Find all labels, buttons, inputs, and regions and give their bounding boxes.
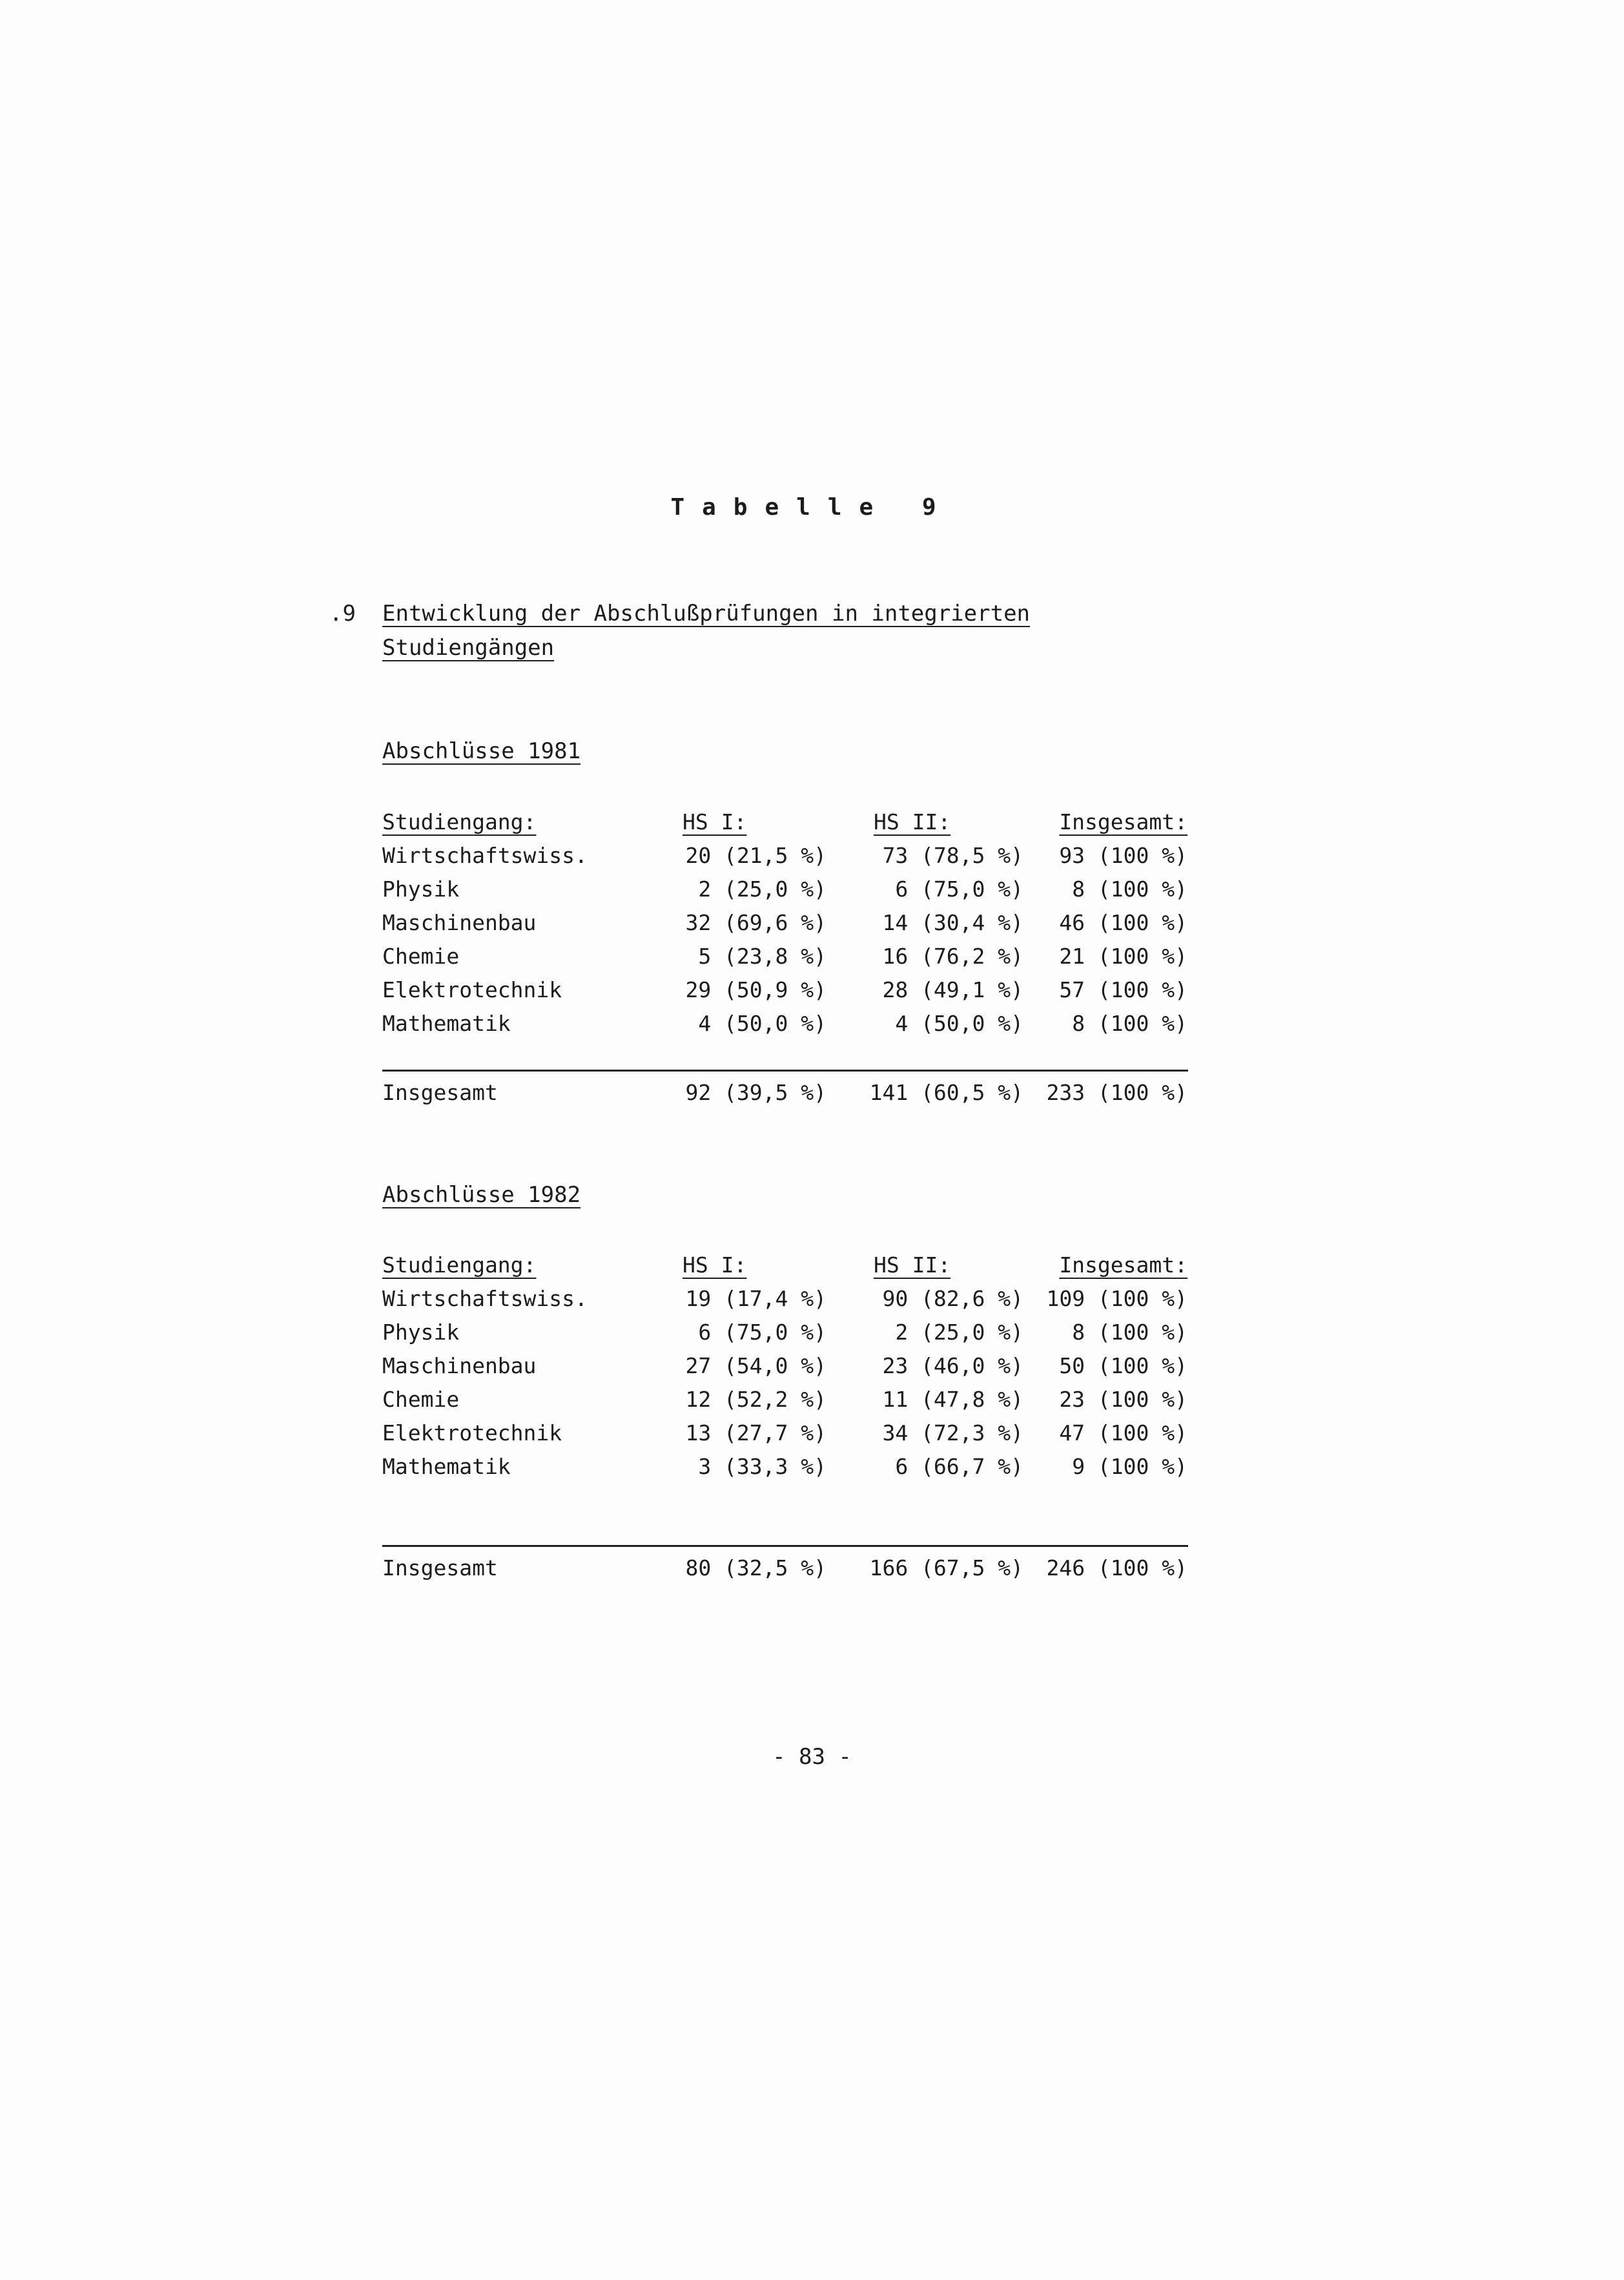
table-1982-divider [382,1545,1188,1547]
row-hs1: 27 (54,0 %) [685,1353,827,1378]
row-total: 46 (100 %) [1059,910,1187,935]
table-1981-divider [382,1070,1188,1072]
row-name: Mathematik [382,1454,511,1479]
row-total: 109 (100 %) [1046,1286,1187,1311]
row-total: 93 (100 %) [1059,843,1187,868]
table-row [0,839,1624,873]
row-total: 9 (100 %) [1072,1454,1187,1479]
total-row-hs1: 80 (32,5 %) [685,1555,827,1580]
row-hs1: 4 (50,0 %) [698,1011,827,1036]
table-1982-subtitle: Abschlüsse 1982 [382,1182,581,1208]
page-number: - 83 - [772,1744,852,1770]
total-row-name: Insgesamt [382,1080,498,1105]
total-row-hs1: 92 (39,5 %) [685,1080,827,1105]
table-row [0,1282,1624,1316]
total-row-total: 246 (100 %) [1046,1555,1187,1580]
table-row [0,973,1624,1007]
row-hs1: 13 (27,7 %) [685,1420,827,1446]
total-row-hs2: 141 (60,5 %) [869,1080,1023,1105]
row-hs1: 19 (17,4 %) [685,1286,827,1311]
row-hs2: 90 (82,6 %) [882,1286,1023,1311]
row-name: Chemie [382,1387,460,1412]
row-total: 50 (100 %) [1059,1353,1187,1378]
row-hs1: 29 (50,9 %) [685,977,827,1002]
column-header-insgesamt: Insgesamt: [1059,1252,1187,1278]
table-row [0,1450,1624,1484]
row-hs2: 14 (30,4 %) [882,910,1023,935]
row-total: 23 (100 %) [1059,1387,1187,1412]
table-row [0,906,1624,940]
row-name: Chemie [382,944,460,969]
row-name: Elektrotechnik [382,1420,562,1446]
page-title: Tabelle 9 [670,494,954,521]
row-hs2: 4 (50,0 %) [895,1011,1023,1036]
row-name: Mathematik [382,1011,511,1036]
column-header-studiengang: Studiengang: [382,809,537,834]
row-name: Physik [382,1320,460,1345]
row-total: 8 (100 %) [1072,1320,1187,1345]
row-total: 8 (100 %) [1072,1011,1187,1036]
row-hs2: 34 (72,3 %) [882,1420,1023,1446]
row-hs1: 3 (33,3 %) [698,1454,827,1479]
row-hs2: 73 (78,5 %) [882,843,1023,868]
row-hs1: 2 (25,0 %) [698,876,827,902]
row-hs2: 6 (75,0 %) [895,876,1023,902]
table-row [0,1416,1624,1450]
row-hs1: 5 (23,8 %) [698,944,827,969]
row-name: Maschinenbau [382,910,537,935]
table-row [0,1383,1624,1416]
section-heading-line-1: Entwicklung der Abschlußprüfungen in integrierten [382,601,1031,627]
column-header-hs2: HS II: [874,1252,951,1278]
row-hs2: 16 (76,2 %) [882,944,1023,969]
table-1981-total-row [0,1076,1624,1110]
row-name: Wirtschaftswiss. [382,1286,588,1311]
table-1981-header-row [0,805,1624,839]
table-1982-header-row [0,1249,1624,1282]
row-hs2: 6 (66,7 %) [895,1454,1023,1479]
total-row-total: 233 (100 %) [1046,1080,1187,1105]
row-hs1: 20 (21,5 %) [685,843,827,868]
row-name: Maschinenbau [382,1353,537,1378]
table-row [0,940,1624,973]
row-name: Physik [382,876,460,902]
table-1982-total-row [0,1551,1624,1585]
column-header-studiengang: Studiengang: [382,1252,537,1278]
row-total: 47 (100 %) [1059,1420,1187,1446]
table-1981-subtitle: Abschlüsse 1981 [382,738,581,764]
column-header-hs1: HS I: [683,1252,747,1278]
table-row [0,873,1624,906]
section-heading-line-2: Studiengängen [382,635,555,661]
column-header-insgesamt: Insgesamt: [1059,809,1187,834]
table-row [0,1316,1624,1349]
total-row-name: Insgesamt [382,1555,498,1580]
row-total: 57 (100 %) [1059,977,1187,1002]
row-total: 21 (100 %) [1059,944,1187,969]
row-hs1: 32 (69,6 %) [685,910,827,935]
total-row-hs2: 166 (67,5 %) [869,1555,1023,1580]
section-number: .9 [329,601,356,627]
row-name: Wirtschaftswiss. [382,843,588,868]
table-row [0,1349,1624,1383]
row-hs1: 6 (75,0 %) [698,1320,827,1345]
row-hs2: 23 (46,0 %) [882,1353,1023,1378]
column-header-hs2: HS II: [874,809,951,834]
row-total: 8 (100 %) [1072,876,1187,902]
table-row [0,1007,1624,1041]
row-hs1: 12 (52,2 %) [685,1387,827,1412]
row-hs2: 2 (25,0 %) [895,1320,1023,1345]
row-hs2: 28 (49,1 %) [882,977,1023,1002]
row-hs2: 11 (47,8 %) [882,1387,1023,1412]
row-name: Elektrotechnik [382,977,562,1002]
column-header-hs1: HS I: [683,809,747,834]
